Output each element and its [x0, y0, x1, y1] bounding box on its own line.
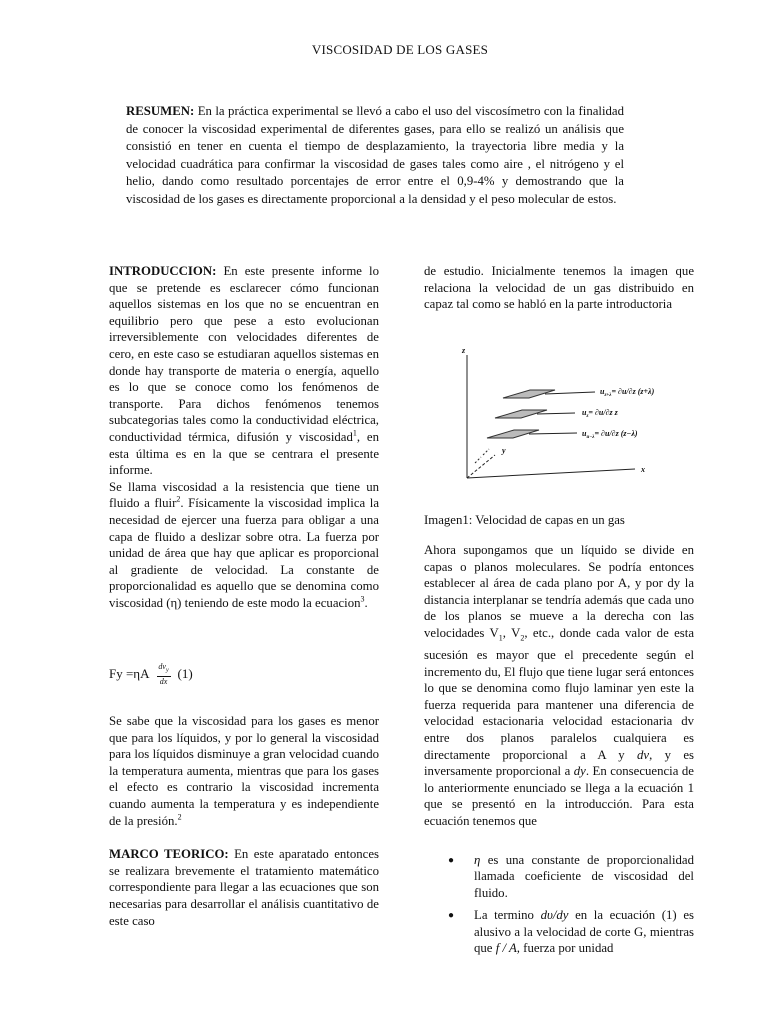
p2-text-c: , etc., donde cada valor de esta sucesión es mayor que el precedente según el incremento du, El flujo que tiene lugar será entonces lo que se denomina como flujo laminar yen este la fuerza requerida para mantener una diferencia de velocidad estacionaria velocidad estacionaria dv entre dos planos paralelos cualquiera es directamente proporcional a A y — [424, 625, 694, 762]
mid-layer-eq: = ∂u/∂z z — [588, 408, 618, 417]
axis-x-label: x — [641, 465, 645, 474]
right-column — [424, 263, 694, 313]
intro-paragraph-2 — [109, 479, 379, 612]
equation-1 — [109, 662, 193, 686]
bottom-layer-label: u — [582, 429, 587, 438]
shear-term: dυ/dy — [540, 908, 569, 923]
bullet-2-text-a: La termino — [474, 908, 541, 923]
force-area-term: f / A, — [495, 941, 520, 956]
bullet-1-text: es una constante de proporcionalidad llamada coeficiente de viscosidad del fluido. — [474, 853, 694, 900]
top-layer-label: u — [600, 387, 605, 396]
left-column — [109, 263, 379, 611]
bullet-2-text-c: fuerza por unidad — [519, 941, 614, 956]
bullet-2-text-b: en la ecuación (1) es alusivo a la velocidad de corte G, mientras que — [474, 908, 694, 956]
p2-text-b: , V — [502, 625, 521, 640]
bullet-list — [448, 852, 694, 962]
list-item — [448, 852, 694, 901]
svg-text:uu−λ= ∂u/∂z (z−λ) — [582, 429, 638, 440]
footnote-ref: 2 — [176, 495, 181, 505]
subscript: 1 — [498, 633, 503, 643]
viscosity-paragraph — [109, 713, 379, 829]
right-paragraph-2 — [424, 542, 694, 830]
figure-caption: Imagen1: Velocidad de capas en un gas — [424, 513, 625, 527]
fraction-subscript: y — [165, 667, 169, 674]
svg-text:uz+λ= ∂u/∂z (z+λ) — [600, 387, 655, 398]
intro-paragraph-1 — [109, 263, 379, 479]
marco-text: En este aparatado entonces se realizara brevemente el tratamiento matemático correspondiente para llegar a las ecuaciones que son necesarias para desarrollar el análisis cuantitativo de este caso — [109, 847, 379, 928]
abstract — [126, 103, 624, 209]
subscript: 2 — [520, 633, 525, 643]
footnote-ref: 2 — [177, 812, 182, 822]
p2-text-e: . En consecuencia de lo anteriormente enunciado se llega a la ecuación 1 que se presentó en la introducción. Para esta ecuación tenemos que — [424, 764, 694, 829]
mid-layer-sub: z — [586, 414, 589, 419]
abstract-heading: RESUMEN: — [126, 104, 195, 118]
equation-lhs: Fy =ηA — [109, 665, 150, 681]
dv-term: dv — [637, 747, 650, 762]
eta-symbol: η — [474, 853, 481, 867]
intro-heading: INTRODUCCION: — [109, 264, 217, 278]
bullet-icon: ● — [448, 855, 455, 866]
footnote-ref: 1 — [352, 428, 357, 438]
svg-text:uz= ∂u/∂z z — [582, 408, 619, 419]
bullet-icon: ● — [448, 910, 455, 922]
p2-text-a: Ahora supongamos que un líquido se divide en capas o planos moleculares. Se podría entonces establecer al área de cada plano por A, y por dy la distancia interplanar se tendría además que cada uno de los planos se mueve a la derecha con las velocidades V — [424, 543, 694, 640]
dy-term: dy — [573, 764, 586, 779]
marco-heading: MARCO TEORICO: — [109, 847, 229, 862]
top-layer-sub: z+λ — [604, 393, 612, 398]
list-item — [448, 907, 694, 956]
abstract-text: En la práctica experimental se llevó a cabo el uso del viscosímetro con la finalidad de conocer la viscosidad experimental de diferentes gases, para ello se realizó un análisis que consistió en tener en cuenta el tiempo de desplazamiento, la trayectoria libre media y la velocidad cuadrática para confirmar la viscosidad de gases tales como aire , el nitrógeno y el helio, dando como resultado porcentajes de error entre el 0,9-4% y demostrando que la viscosidad de los gases es directamente proporcional a la densidad y el peso molecular de estos. — [126, 104, 624, 206]
axis-z-label: z — [462, 346, 466, 355]
top-layer-eq: = ∂u/∂z (z+λ) — [611, 387, 655, 396]
p2-text-d: , y es inversamente proporcional a — [424, 747, 694, 779]
marco-paragraph — [109, 846, 379, 929]
right-column-lower — [424, 542, 694, 830]
intro-p2-text-b: . Físicamente la viscosidad implica la necesidad de ejercer una fuerza para obligar a una capa de fluido a deslizar sobre otra. La fuerza por unidad de área que hay que aplicar es proporcional al gradiente de velocidad. La constante de proporcionalidad es aquello que se denomina como viscosidad (η) teniendo de este modo la ecuacion — [109, 496, 379, 610]
viscosity-text: Se sabe que la viscosidad para los gases es menor que para los líquidos, y por lo general la viscosidad para los líquidos disminuye a gran velocidad cuando la temperatura aumenta, mientras que para los gases el efecto es contrario la viscosidad incrementa cuando aumenta la temperatura y es independiente de la presión. — [109, 714, 379, 828]
equation-fraction — [157, 662, 171, 686]
bottom-layer-sub: u−λ — [586, 435, 595, 440]
equation-label: (1) — [177, 665, 193, 681]
mid-layer-label: u — [582, 408, 587, 417]
fraction-denominator: dx — [159, 676, 168, 686]
footnote-ref: 3 — [360, 594, 365, 604]
layers-figure — [445, 343, 695, 488]
intro-p2-text: Se llama viscosidad a la resistencia que tiene un fluido a fluir — [109, 479, 379, 511]
axis-y-label: y — [502, 446, 506, 455]
bottom-layer-eq: = ∂u/∂z (z−λ) — [594, 429, 638, 438]
paper-title: VISCOSIDAD DE LOS GASES — [311, 42, 489, 57]
intro-text-end: , en esta última es en la que se centrara el presente informe. — [109, 429, 379, 478]
intro-text: En este presente informe lo que se pretende es esclarecer cómo funcionan aquellos sistemas en los que no se encuentran en equilibrio pero que pese a esto evolucionan irreversiblemente con velocidades diferentes de cero, en este caso se estudiaran aquellos sistemas en donde hay transporte de materia o energía, aquello es lo que se conoce como los fenómenos de transporte. Para dichos fenómenos tenemos subcategorias tales como la conductividad eléctrica, conductividad térmica, difusión y viscosidad — [109, 264, 379, 444]
intro-p2-text-c: . — [364, 595, 368, 610]
left-column-lower — [109, 713, 379, 929]
right-paragraph-1: de estudio. Inicialmente tenemos la imagen que relaciona la velocidad de un gas distribuido en capaz tal como se habló en la parte introductoria — [424, 264, 694, 312]
fraction-numerator: dv — [158, 662, 166, 671]
